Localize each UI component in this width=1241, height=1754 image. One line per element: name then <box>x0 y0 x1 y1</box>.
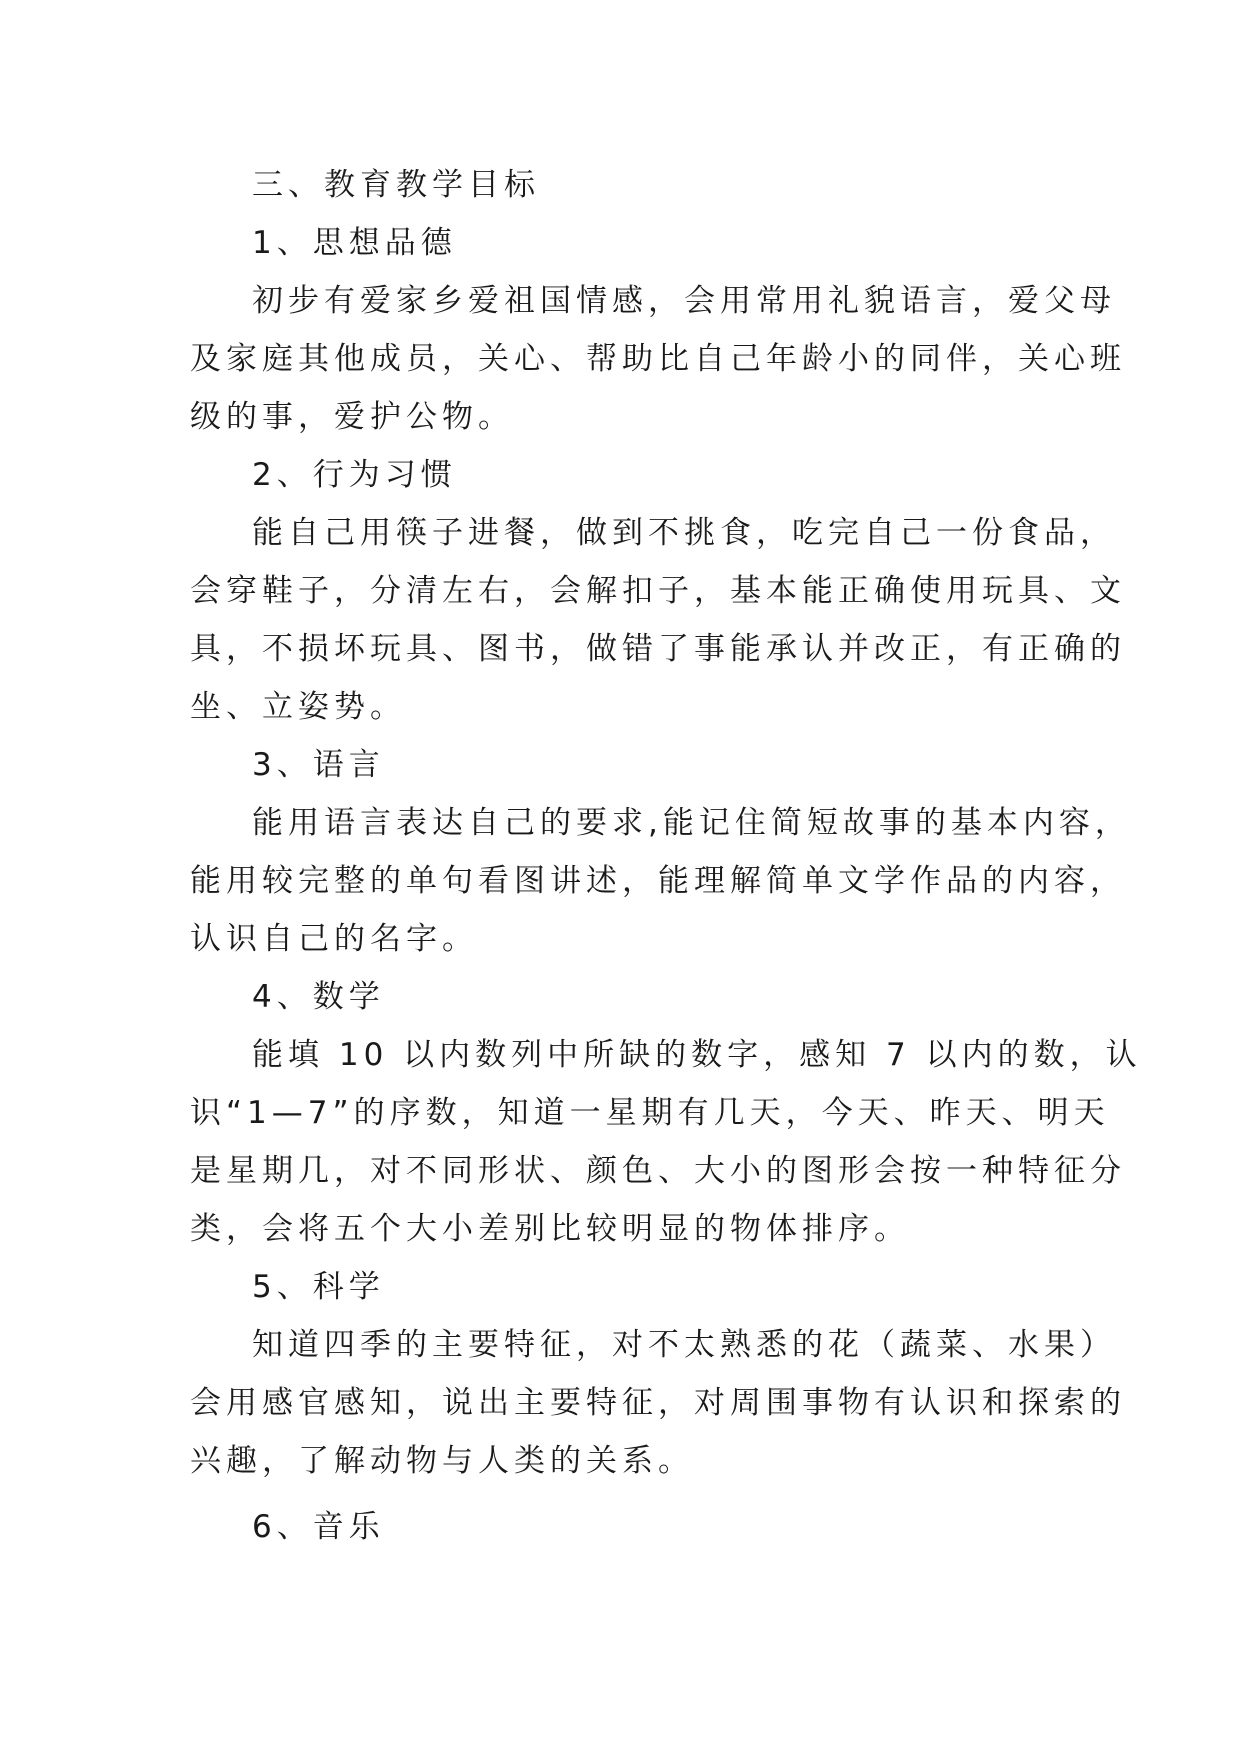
paragraph-line: 能用较完整的单句看图讲述，能理解简单文学作品的内容， <box>190 863 1126 899</box>
paragraph-line: 会用感官感知，说出主要特征，对周围事物有认识和探索的 <box>190 1385 1126 1421</box>
subsection-heading: 2、行为习惯 <box>252 457 457 493</box>
subsection-heading: 5、科学 <box>252 1269 385 1305</box>
paragraph-line: 类，会将五个大小差别比较明显的物体排序。 <box>190 1211 910 1247</box>
subsection-heading: 6、音乐 <box>252 1509 385 1545</box>
paragraph-line: 能自己用筷子进餐，做到不挑食，吃完自己一份食品， <box>252 515 1116 551</box>
paragraph-line: 具，不损坏玩具、图书，做错了事能承认并改正，有正确的 <box>190 631 1126 667</box>
subsection-heading: 4、数学 <box>252 979 385 1015</box>
section-heading: 三、教育教学目标 <box>252 167 540 203</box>
paragraph-line: 及家庭其他成员，关心、帮助比自己年龄小的同伴，关心班 <box>190 341 1126 377</box>
paragraph-line: 兴趣，了解动物与人类的关系。 <box>190 1443 694 1479</box>
paragraph-line: 能填 10 以内数列中所缺的数字，感知 7 以内的数，认 <box>252 1037 1142 1073</box>
subsection-heading: 3、语言 <box>252 747 385 783</box>
paragraph-line: 能用语言表达自己的要求,能记住简短故事的基本内容， <box>252 805 1131 841</box>
paragraph-line: 坐、立姿势。 <box>190 689 406 725</box>
paragraph-line: 认识自己的名字。 <box>190 921 478 957</box>
paragraph-line: 知道四季的主要特征，对不太熟悉的花（蔬菜、水果） <box>252 1327 1116 1363</box>
paragraph-line: 级的事，爱护公物。 <box>190 399 514 435</box>
subsection-heading: 1、思想品德 <box>252 225 457 261</box>
paragraph-line: 会穿鞋子，分清左右，会解扣子，基本能正确使用玩具、文 <box>190 573 1126 609</box>
paragraph-line: 识“1—7”的序数，知道一星期有几天，今天、昨天、明天 <box>190 1095 1110 1131</box>
paragraph-line: 是星期几，对不同形状、颜色、大小的图形会按一种特征分 <box>190 1153 1126 1189</box>
paragraph-line: 初步有爱家乡爱祖国情感，会用常用礼貌语言，爱父母 <box>252 283 1116 319</box>
